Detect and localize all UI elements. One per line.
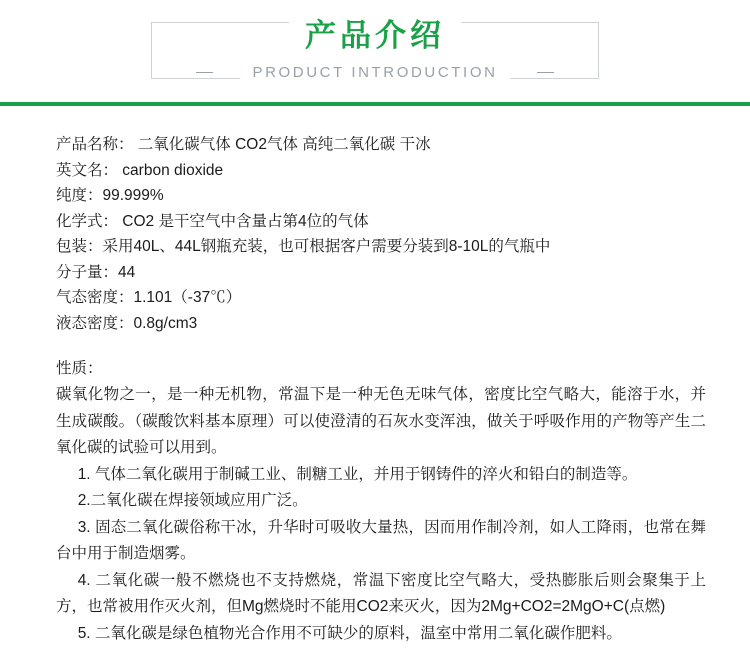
- spec-item-english-name: 英文名： carbon dioxide: [56, 161, 224, 179]
- page-header-banner: [0, 0, 750, 106]
- page-subtitle: [0, 63, 750, 83]
- properties-item-4: 4. 二氧化碳一般不燃烧也不支持燃烧，常温下密度比空气略大，受热膨胀后则会聚集于上方，也常被用作灭火剂，但Mg燃烧时不能用CO2来灭火，因为2Mg+CO2=2MgO+C(点燃): [56, 571, 706, 615]
- properties-item-3: 3. 固态二氧化碳俗称干冰，升华时可吸收大量热，因而用作制冷剂，如人工降雨，也常在舞台中用于制造烟雾。: [56, 518, 706, 562]
- properties-item-1: 1. 气体二氧化碳用于制碱工业、制糖工业，并用于钢铸件的淬火和铅白的制造等。: [77, 465, 638, 483]
- page-subtitle-text: PRODUCT INTRODUCTION: [240, 63, 509, 83]
- spec-item-gas-density: 气态密度：1.101（-37℃）: [56, 289, 242, 306]
- product-spec-list: [56, 132, 728, 336]
- spec-item-molecular-weight: 分子量：44: [56, 263, 136, 281]
- spec-item-purity: 纯度：99.999%: [56, 187, 164, 204]
- page-content: [0, 106, 750, 647]
- properties-item-5: 5. 二氧化碳是绿色植物光合作用不可缺少的原料，温室中常用二氧化碳作肥料。: [77, 624, 622, 642]
- spec-item-name: 产品名称： 二氧化碳气体 CO2气体 高纯二氧化碳 干冰: [56, 136, 431, 153]
- page-title: [0, 16, 750, 56]
- spec-item-formula: 化学式： CO2 是干空气中含量占第4位的气体: [56, 212, 369, 230]
- section-divider-space: [56, 336, 728, 356]
- properties-item-2: 2.二氧化碳在焊接领域应用广泛。: [77, 492, 308, 509]
- spec-item-liquid-density: 液态密度：0.8g/cm3: [56, 314, 198, 332]
- spec-item-packaging: 包装：采用40L、44L钢瓶充装，也可根据客户需要分装到8-10L的气瓶中: [56, 238, 551, 255]
- properties-heading: 性质：: [56, 360, 103, 377]
- page-title-text: 产品介绍: [289, 16, 461, 56]
- properties-paragraph: 碳氧化物之一，是一种无机物，常温下是一种无色无味气体，密度比空气略大，能溶于水，并生成碳酸。（碳酸饮料基本原理）可以使澄清的石灰水变浑浊，做关于呼吸作用的产物等产生二氧化碳的试验可以用到。: [56, 386, 706, 456]
